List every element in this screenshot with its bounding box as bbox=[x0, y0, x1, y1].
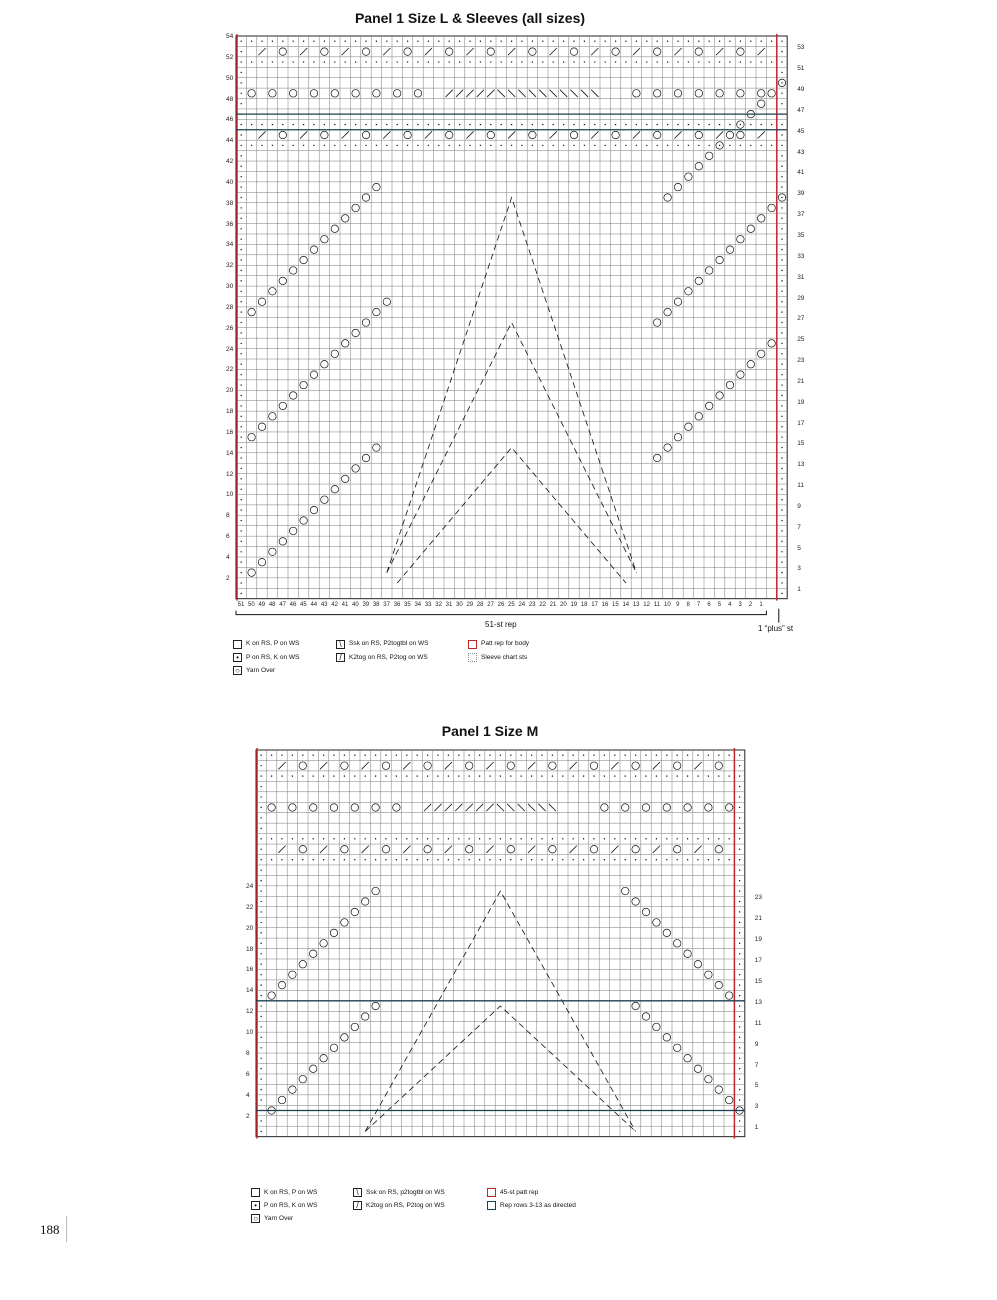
page-divider bbox=[66, 1216, 67, 1242]
rep-label: 51-st rep bbox=[485, 620, 517, 629]
row-label: 6 bbox=[246, 1070, 250, 1078]
row-label: 2 bbox=[246, 1112, 250, 1120]
column-label: 27 bbox=[487, 601, 494, 608]
column-label: 5 bbox=[717, 601, 722, 608]
row-label: 41 bbox=[797, 169, 805, 177]
row-label: 11 bbox=[754, 1019, 762, 1027]
row-label: 15 bbox=[797, 440, 805, 448]
knit-symbol-icon bbox=[233, 640, 242, 649]
row-label: 36 bbox=[226, 220, 234, 228]
row-label: 14 bbox=[246, 987, 254, 995]
row-label: 22 bbox=[246, 903, 254, 911]
column-label: 49 bbox=[258, 601, 266, 608]
purl-symbol-icon: • bbox=[233, 653, 242, 662]
column-label: 11 bbox=[653, 601, 661, 608]
column-label: 20 bbox=[560, 601, 567, 608]
column-label: 7 bbox=[696, 601, 701, 608]
rep-bracket bbox=[236, 611, 766, 615]
column-label: 51 bbox=[237, 601, 245, 608]
row-label: 40 bbox=[226, 178, 234, 186]
row-label: 53 bbox=[797, 44, 805, 52]
legend-label: Rep rows 3-13 as directed bbox=[500, 1202, 576, 1209]
column-label: 25 bbox=[508, 601, 515, 608]
column-label: 15 bbox=[612, 601, 619, 608]
row-label: 12 bbox=[226, 470, 234, 478]
column-label: 33 bbox=[424, 601, 432, 608]
column-label: 41 bbox=[341, 601, 349, 608]
column-label: 30 bbox=[456, 601, 463, 608]
column-label: 32 bbox=[435, 601, 442, 608]
row-label: 34 bbox=[226, 241, 234, 249]
legend-label: Sleeve chart sts bbox=[481, 654, 528, 661]
column-label: 29 bbox=[466, 601, 474, 608]
row-label: 24 bbox=[246, 882, 254, 890]
dotted-box-symbol-icon bbox=[468, 653, 477, 662]
column-label: 1 bbox=[759, 601, 763, 608]
knit-symbol-icon bbox=[251, 1188, 260, 1197]
column-label: 16 bbox=[601, 601, 609, 608]
ssk-symbol-icon: \ bbox=[336, 640, 345, 649]
row-label: 18 bbox=[246, 945, 254, 953]
legend-label: Yarn Over bbox=[246, 667, 276, 674]
row-label: 51 bbox=[797, 65, 805, 73]
row-label: 5 bbox=[797, 544, 801, 552]
row-label: 8 bbox=[246, 1050, 250, 1058]
column-label: 43 bbox=[320, 601, 328, 608]
legend-label: K on RS, P on WS bbox=[246, 640, 300, 647]
row-label: 26 bbox=[226, 324, 234, 332]
column-label: 2 bbox=[748, 601, 753, 608]
k2tog-symbol-icon: / bbox=[353, 1201, 362, 1210]
chart-m-title: Panel 1 Size M bbox=[441, 723, 539, 739]
row-label: 1 bbox=[797, 586, 801, 594]
column-label: 23 bbox=[528, 601, 536, 608]
row-label: 20 bbox=[226, 387, 234, 395]
row-label: 16 bbox=[246, 966, 254, 974]
row-label: 21 bbox=[797, 377, 805, 385]
row-label: 12 bbox=[246, 1008, 254, 1016]
column-label: 50 bbox=[248, 601, 255, 608]
row-label: 3 bbox=[754, 1103, 759, 1111]
column-label: 36 bbox=[393, 601, 401, 608]
column-label: 39 bbox=[362, 601, 370, 608]
row-label: 37 bbox=[797, 211, 805, 219]
row-label: 2 bbox=[226, 574, 230, 582]
row-label: 23 bbox=[797, 357, 805, 365]
row-label: 19 bbox=[797, 398, 805, 406]
column-label: 31 bbox=[445, 601, 453, 608]
row-label: 8 bbox=[226, 512, 230, 520]
row-label: 4 bbox=[226, 554, 230, 561]
row-label: 4 bbox=[246, 1091, 250, 1099]
legend-label: P on RS, K on WS bbox=[264, 1202, 318, 1209]
row-label: 45 bbox=[797, 127, 805, 135]
row-label: 49 bbox=[797, 86, 805, 94]
column-label: 10 bbox=[664, 601, 671, 608]
legend-label: Yarn Over bbox=[264, 1215, 294, 1222]
plus-label: 1 “plus” st bbox=[758, 624, 794, 633]
legend-label: K2tog on RS, P2tog on WS bbox=[366, 1202, 445, 1209]
row-label: 18 bbox=[226, 408, 234, 416]
column-label: 48 bbox=[268, 601, 276, 608]
legend-label: 45-st patt rep bbox=[500, 1189, 539, 1196]
row-label: 54 bbox=[226, 33, 234, 40]
chart-l-title: Panel 1 Size L & Sleeves (all sizes) bbox=[354, 10, 586, 26]
column-label: 38 bbox=[372, 601, 380, 608]
row-label: 44 bbox=[226, 137, 234, 145]
row-label: 38 bbox=[226, 199, 234, 207]
red-box-symbol-icon bbox=[487, 1188, 496, 1197]
row-label: 10 bbox=[246, 1029, 254, 1037]
row-label: 23 bbox=[754, 894, 763, 902]
column-label: 13 bbox=[632, 601, 640, 608]
row-label: 28 bbox=[226, 303, 234, 311]
row-label: 13 bbox=[754, 998, 763, 1006]
row-label: 1 bbox=[754, 1124, 759, 1132]
blue-box-symbol-icon bbox=[487, 1201, 496, 1210]
legend-label: Patt rep for body bbox=[481, 640, 530, 647]
row-label: 47 bbox=[797, 106, 805, 114]
red-box-symbol-icon bbox=[468, 640, 477, 649]
column-label: 42 bbox=[331, 601, 338, 608]
legend-label: K on RS, P on WS bbox=[264, 1189, 318, 1196]
row-label: 20 bbox=[246, 924, 254, 932]
row-label: 9 bbox=[754, 1040, 759, 1048]
row-label: 42 bbox=[226, 158, 234, 166]
column-label: 3 bbox=[738, 601, 742, 608]
row-label: 21 bbox=[754, 915, 763, 923]
column-label: 14 bbox=[622, 601, 630, 608]
row-label: 32 bbox=[226, 262, 234, 270]
row-label: 31 bbox=[797, 273, 805, 281]
ssk-symbol-icon: \ bbox=[353, 1188, 362, 1197]
row-label: 25 bbox=[797, 336, 805, 344]
column-label: 4 bbox=[728, 601, 732, 608]
yarn-over-symbol-icon: ○ bbox=[233, 666, 242, 675]
row-label: 16 bbox=[226, 428, 234, 436]
row-label: 24 bbox=[226, 345, 234, 353]
column-label: 44 bbox=[310, 601, 318, 608]
row-label: 9 bbox=[797, 502, 801, 510]
row-label: 14 bbox=[226, 449, 234, 457]
page-number: 188 bbox=[40, 1222, 60, 1237]
row-label: 27 bbox=[797, 315, 805, 323]
row-label: 22 bbox=[226, 366, 234, 374]
column-label: 34 bbox=[414, 601, 422, 608]
column-label: 47 bbox=[279, 601, 286, 608]
purl-symbol-icon: • bbox=[251, 1201, 260, 1210]
row-label: 35 bbox=[797, 231, 805, 239]
column-label: 12 bbox=[643, 601, 650, 608]
row-label: 17 bbox=[797, 419, 805, 427]
row-label: 43 bbox=[797, 148, 805, 156]
legend-label: Ssk on RS, p2togtbl on WS bbox=[366, 1189, 445, 1196]
column-label: 28 bbox=[476, 601, 484, 608]
row-label: 11 bbox=[797, 482, 804, 490]
row-label: 46 bbox=[226, 116, 234, 124]
column-label: 19 bbox=[570, 601, 578, 608]
column-label: 6 bbox=[707, 601, 711, 608]
row-label: 17 bbox=[754, 957, 763, 964]
column-label: 46 bbox=[289, 601, 297, 608]
legend-label: K2tog on RS, P2tog on WS bbox=[349, 654, 428, 661]
row-label: 52 bbox=[226, 53, 234, 61]
k2tog-symbol-icon: / bbox=[336, 653, 345, 662]
row-label: 3 bbox=[797, 565, 801, 573]
column-label: 22 bbox=[539, 601, 546, 608]
column-label: 21 bbox=[549, 601, 557, 608]
column-label: 17 bbox=[591, 601, 598, 608]
column-label: 45 bbox=[300, 601, 307, 608]
column-label: 24 bbox=[518, 601, 526, 608]
row-label: 39 bbox=[797, 190, 805, 198]
row-label: 30 bbox=[226, 283, 234, 291]
row-label: 19 bbox=[754, 936, 763, 944]
row-label: 7 bbox=[797, 523, 801, 531]
row-label: 5 bbox=[754, 1082, 759, 1090]
legend-label: P on RS, K on WS bbox=[246, 654, 300, 661]
yarn-over-symbol-icon: ○ bbox=[251, 1214, 260, 1223]
column-label: 26 bbox=[497, 601, 505, 608]
column-label: 18 bbox=[580, 601, 588, 608]
row-label: 13 bbox=[797, 461, 805, 469]
row-label: 15 bbox=[754, 977, 763, 985]
row-label: 29 bbox=[797, 294, 805, 302]
column-label: 35 bbox=[404, 601, 411, 608]
row-label: 33 bbox=[797, 252, 805, 260]
column-label: 37 bbox=[383, 601, 390, 608]
row-label: 50 bbox=[226, 74, 234, 82]
row-label: 7 bbox=[754, 1061, 759, 1069]
column-label: 8 bbox=[686, 601, 690, 608]
row-label: 10 bbox=[226, 491, 234, 499]
legend-label: Ssk on RS, P2togtbl on WS bbox=[349, 640, 429, 647]
column-label: 40 bbox=[352, 601, 359, 608]
column-label: 9 bbox=[676, 601, 680, 608]
row-label: 6 bbox=[226, 533, 230, 541]
row-label: 48 bbox=[226, 95, 234, 103]
